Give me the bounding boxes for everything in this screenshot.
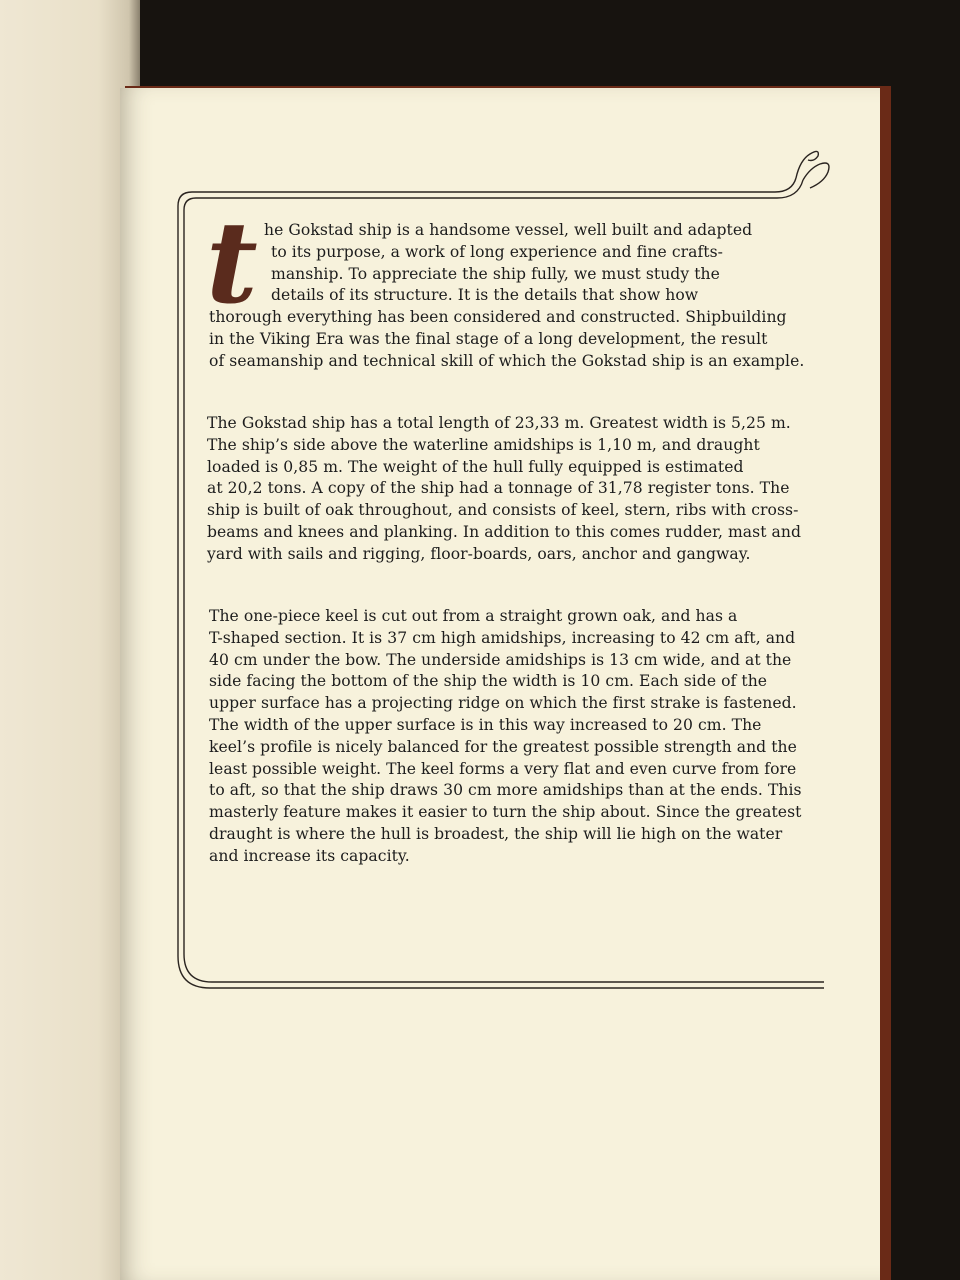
text-line: he Gokstad ship is a handsome vessel, well built and adapted bbox=[264, 221, 753, 239]
text-line: The width of the upper surface is in this way increased to 20 cm. The bbox=[209, 715, 762, 734]
text-line: upper surface has a projecting ridge on which the first strake is fastened. bbox=[209, 694, 797, 713]
text-line: T-shaped section. It is 37 cm high amidships, increasing to 42 cm aft, and bbox=[209, 628, 796, 647]
text-line: manship. To appreciate the ship fully, we must study the bbox=[271, 264, 720, 283]
text-line: details of its structure. It is the details that show how bbox=[271, 286, 699, 305]
text-line: at 20,2 tons. A copy of the ship had a tonnage of 31,78 register tons. The bbox=[207, 479, 790, 498]
text-line: draught is where the hull is broadest, the ship will lie high on the water bbox=[209, 824, 783, 843]
text-line: 40 cm under the bow. The underside amidships is 13 cm wide, and at the bbox=[209, 650, 792, 669]
text-line: side facing the bottom of the ship the width is 10 cm. Each side of the bbox=[209, 672, 768, 691]
text-line: The one-piece keel is cut out from a straight grown oak, and has a bbox=[209, 607, 738, 625]
text-line: and increase its capacity. bbox=[209, 846, 410, 865]
text-line: in the Viking Era was the final stage of a long development, the result bbox=[209, 329, 768, 348]
text-line: beams and knees and planking. In addition to this comes rudder, mast and bbox=[207, 522, 801, 541]
left-page bbox=[0, 0, 140, 1280]
text-line: to aft, so that the ship draws 30 cm more amidships than at the ends. This bbox=[209, 781, 802, 800]
drop-cap: t bbox=[206, 198, 258, 329]
text-line: The ship’s side above the waterline amidships is 1,10 m, and draught bbox=[207, 435, 760, 454]
paragraph-dimensions bbox=[207, 413, 801, 566]
text-line: The Gokstad ship has a total length of 23,33 m. Greatest width is 5,25 m. bbox=[207, 414, 791, 432]
text-line: least possible weight. The keel forms a very flat and even curve from fore bbox=[209, 759, 797, 778]
text-line: yard with sails and rigging, floor-boards, oars, anchor and gangway. bbox=[207, 544, 751, 563]
paragraph-keel bbox=[209, 606, 802, 868]
text-line: of seamanship and technical skill of which the Gokstad ship is an example. bbox=[209, 351, 805, 370]
text-line: to its purpose, a work of long experience and fine crafts- bbox=[271, 242, 723, 261]
text-line: thorough everything has been considered and constructed. Shipbuilding bbox=[209, 308, 787, 327]
text-line: loaded is 0,85 m. The weight of the hull fully equipped is estimated bbox=[207, 457, 744, 476]
text-line: keel’s profile is nicely balanced for the greatest possible strength and the bbox=[209, 737, 797, 756]
book-page bbox=[120, 88, 880, 1280]
paragraph-intro bbox=[209, 220, 804, 373]
text-line: masterly feature makes it easier to turn the ship about. Since the greatest bbox=[209, 803, 802, 822]
text-line: ship is built of oak throughout, and consists of keel, stern, ribs with cross- bbox=[207, 501, 799, 520]
